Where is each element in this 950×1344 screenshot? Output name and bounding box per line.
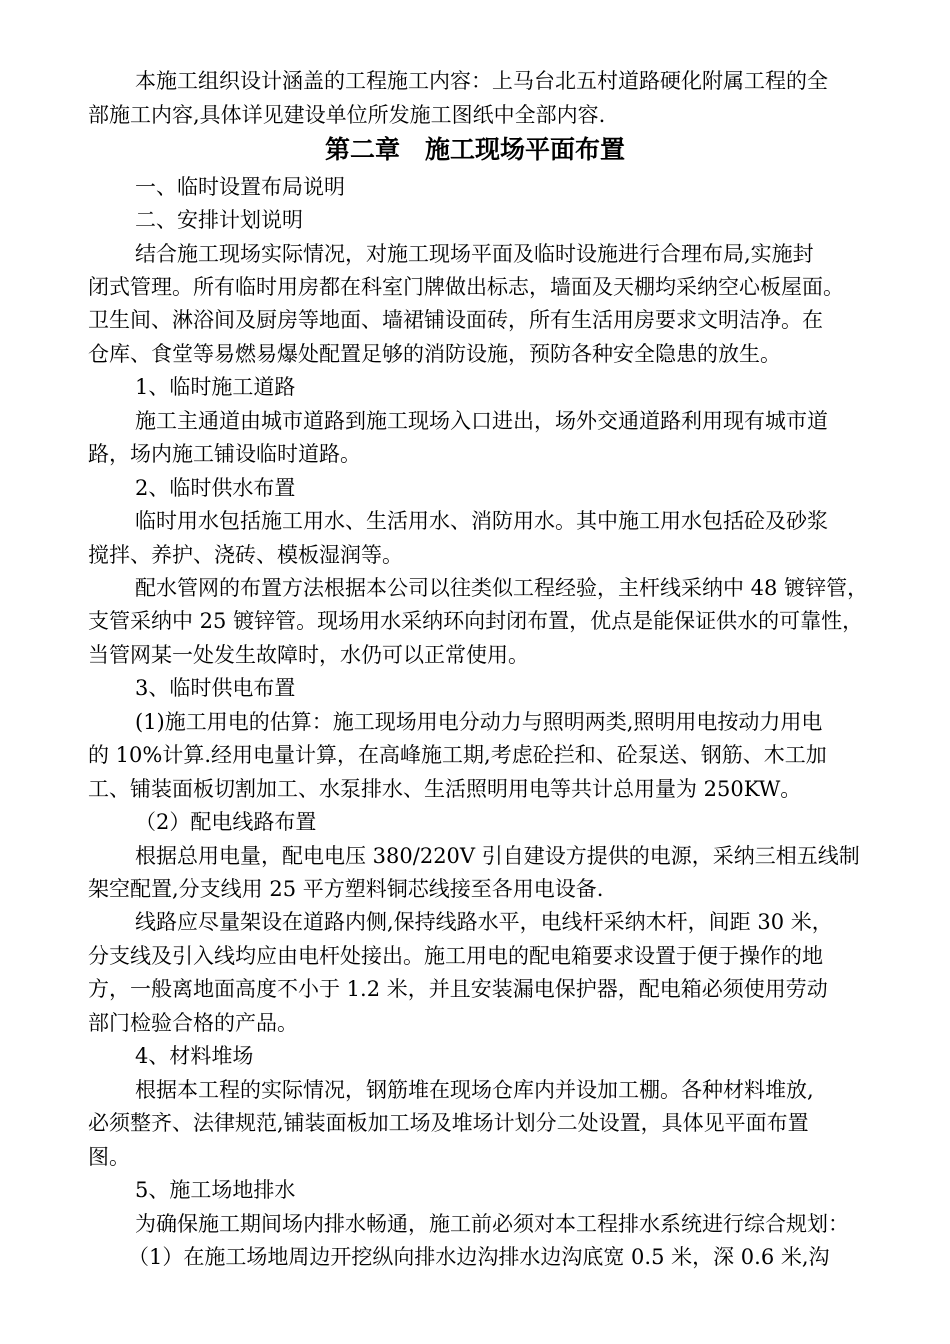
- chapter-title: 第二章 施工现场平面布置: [324, 135, 625, 164]
- intro-line-2: 部施工内容,具体详见建设单位所发施工图纸中全部内容.: [88, 103, 606, 127]
- paragraph-line: 仓库、食堂等易燃易爆处配置足够的消防设施，预防各种安全隐患的放生。: [88, 342, 781, 366]
- subsection-heading: 5、施工场地排水: [135, 1178, 296, 1202]
- paragraph-line: 根据本工程的实际情况，钢筋堆在现场仓库内并设加工棚。各种材料堆放,: [135, 1078, 814, 1102]
- paragraph-line: 配水管网的布置方法根据本公司以往类似工程经验，主杆线采纳中 48 镀锌管，: [135, 576, 869, 600]
- paragraph-line: 线路应尽量架设在道路内侧,保持线路水平，电线杆采纳木杆，间距 30 米，: [135, 910, 833, 934]
- paragraph-line: 闭式管理。所有临时用房都在科室门牌做出标志，墙面及天棚均采纳空心板屋面。: [88, 275, 844, 299]
- paragraph-line: 架空配置,分支线用 25 平方塑料铜芯线接至各用电设备.: [88, 877, 604, 901]
- subsection-heading: 2、临时供水布置: [135, 476, 296, 500]
- paragraph-line: 分支线及引入线均应由电杆处接出。施工用电的配电箱要求设置于便于操作的地: [88, 944, 823, 968]
- subsection-heading: 1、临时施工道路: [135, 375, 296, 399]
- subsection-heading: 4、材料堆场: [135, 1044, 254, 1068]
- paragraph-line: (1)施工用电的估算：施工现场用电分动力与照明两类,照明用电按动力用电: [135, 710, 823, 734]
- paragraph-line: 路，场内施工铺设临时道路。: [88, 442, 361, 466]
- paragraph-line: 工、铺装面板切割加工、水泵排水、生活照明用电等共计总用量为 250KW。: [88, 777, 802, 801]
- paragraph-line: 搅拌、养护、浇砖、模板湿润等。: [88, 543, 403, 567]
- paragraph-line: 支管采纳中 25 镀锌管。现场用水采纳环向封闭布置，优点是能保证供水的可靠性，: [88, 609, 864, 633]
- intro-line-1: 本施工组织设计涵盖的工程施工内容：上马台北五村道路硬化附属工程的全: [135, 69, 828, 93]
- paragraph-line: 临时用水包括施工用水、生活用水、消防用水。其中施工用水包括砼及砂浆: [135, 509, 828, 533]
- section-heading-2: 二、安排计划说明: [135, 208, 303, 232]
- subsection-heading: 3、临时供电布置: [135, 676, 296, 700]
- paragraph-line: 当管网某一处发生故障时，水仍可以正常使用。: [88, 643, 529, 667]
- subsection-heading: （2）配电线路布置: [135, 810, 317, 834]
- paragraph-line: 必须整齐、法律规范,铺装面板加工场及堆场计划分二处设置，具体见平面布置: [88, 1111, 809, 1135]
- paragraph-line: 方，一般离地面高度不小于 1.2 米，并且安装漏电保护器，配电箱必须使用劳动: [88, 977, 828, 1001]
- section-heading-1: 一、临时设置布局说明: [135, 175, 345, 199]
- paragraph-line: 为确保施工期间场内排水畅通，施工前必须对本工程排水系统进行综合规划：: [135, 1212, 849, 1236]
- paragraph-line: 根据总用电量，配电电压 380/220V 引自建设方提供的电源，采纳三相五线制: [135, 844, 860, 868]
- paragraph-line: （1）在施工场地周边开挖纵向排水边沟排水边沟底宽 0.5 米，深 0.6 米,沟: [128, 1245, 830, 1269]
- paragraph-line: 结合施工现场实际情况，对施工现场平面及临时设施进行合理布局,实施封: [135, 242, 814, 266]
- paragraph-line: 卫生间、淋浴间及厨房等地面、墙裙铺设面砖，所有生活用房要求文明洁净。在: [88, 308, 823, 332]
- paragraph-line: 施工主通道由城市道路到施工现场入口进出，场外交通道路利用现有城市道: [135, 409, 828, 433]
- paragraph-line: 部门检验合格的产品。: [88, 1011, 298, 1035]
- paragraph-line: 图。: [88, 1145, 130, 1169]
- paragraph-line: 的 10%计算.经用电量计算，在高峰施工期,考虑砼拦和、砼泵送、钢筋、木工加: [88, 743, 827, 767]
